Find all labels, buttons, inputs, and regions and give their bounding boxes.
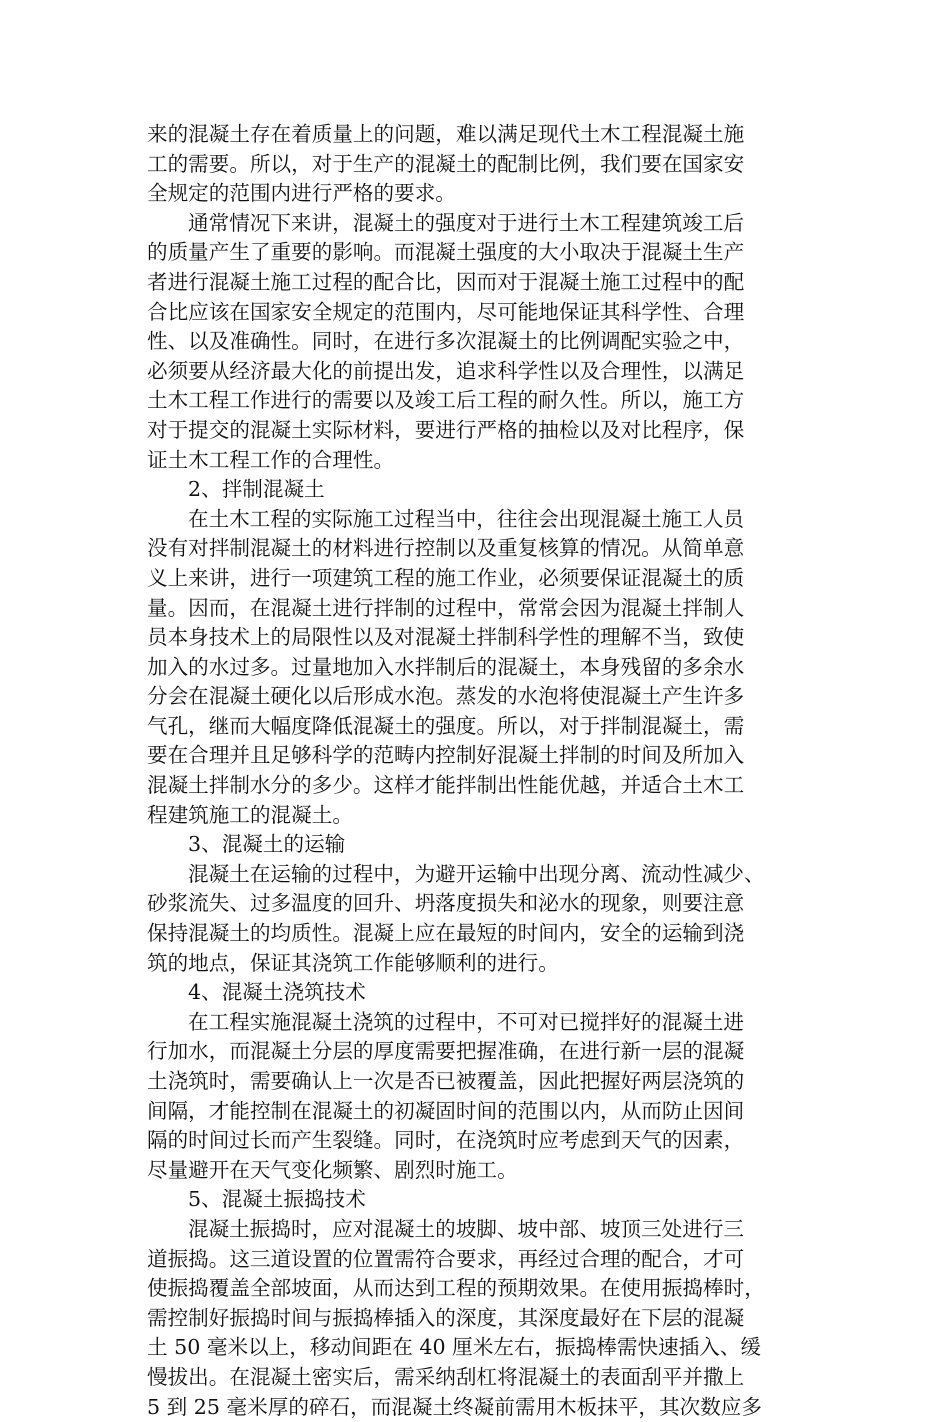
text-line: 5 到 25 毫米厚的碎石，而混凝土终凝前需用木板抹平，其次数应多: [147, 1394, 762, 1419]
text-line: 慢拔出。在混凝土密实后，需采纳刮杠将混凝土的表面刮平并撒上: [147, 1364, 745, 1389]
text-line: 隔的时间过长而产生裂缝。同时，在浇筑时应考虑到天气的因素，: [147, 1128, 745, 1153]
text-line: 混凝土振捣时，应对混凝土的坡脚、坡中部、坡顶三处进行三: [188, 1216, 745, 1241]
text-line: 保持混凝土的均质性。混凝上应在最短的时间内，安全的运输到浇: [147, 921, 745, 946]
text-line: 3、混凝土的运输: [188, 832, 346, 857]
text-line: 筑的地点，保证其浇筑工作能够顺利的进行。: [147, 950, 559, 975]
text-line: 证土木工程工作的合理性。: [147, 447, 395, 472]
document-body: [147, 120, 805, 1422]
text-line: 工的需要。所以，对于生产的混凝土的配制比例，我们要在国家安: [147, 151, 745, 176]
text-line: 间隔，才能控制在混凝土的初凝固时间的范围以内，从而防止因间: [147, 1098, 745, 1123]
text-line: 气孔，继而大幅度降低混凝土的强度。所以，对于拌制混凝土，需: [147, 713, 745, 738]
text-line: 在土木工程的实际施工过程当中，往往会出现混凝土施工人员: [188, 506, 745, 531]
text-line: 混凝土在运输的过程中，为避开运输中出现分离、流动性减少、: [188, 861, 765, 886]
text-line: 必须要从经济最大化的前提出发，追求科学性以及合理性，以满足: [147, 358, 745, 383]
text-line: 砂浆流失、过多温度的回升、坍落度损失和泌水的现象，则要注意: [147, 891, 745, 916]
text-line: 2、拌制混凝土: [188, 477, 325, 502]
text-line: 在工程实施混凝土浇筑的过程中，不可对已搅拌好的混凝土进: [188, 1009, 745, 1034]
text-line: 分会在混凝土硬化以后形成水泡。蒸发的水泡将使混凝土产生许多: [147, 684, 745, 709]
text-line: 程建筑施工的混凝土。: [147, 802, 353, 827]
text-line: 需控制好振捣时间与振捣棒插入的深度，其深度最好在下层的混凝: [147, 1305, 745, 1330]
text-line: 混凝土拌制水分的多少。这样才能拌制出性能优越，并适合土木工: [147, 773, 745, 798]
text-line: 4、混凝土浇筑技术: [188, 980, 366, 1005]
text-line: 全规定的范围内进行严格的要求。: [147, 181, 456, 206]
text-line: 者进行混凝土施工过程的配合比，因而对于混凝土施工过程中的配: [147, 269, 745, 294]
text-line: 5、混凝土振捣技术: [188, 1187, 366, 1212]
text-line: 要在合理并且足够科学的范畴内控制好混凝土拌制的时间及所加入: [147, 743, 745, 768]
text-line: 土木工程工作进行的需要以及竣工后工程的耐久性。所以，施工方: [147, 388, 745, 413]
text-line: 量。因而，在混凝土进行拌制的过程中，常常会因为混凝土拌制人: [147, 595, 745, 620]
text-line: 员本身技术上的局限性以及对混凝土拌制科学性的理解不当，致使: [147, 625, 745, 650]
text-line: 对于提交的混凝土实际材料，要进行严格的抽检以及对比程序，保: [147, 417, 745, 442]
text-line: 道振捣。这三道设置的位置需符合要求，再经过合理的配合，才可: [147, 1246, 745, 1271]
text-line: 使振捣覆盖全部坡面，从而达到工程的预期效果。在使用振捣棒时，: [147, 1276, 765, 1301]
text-line: 来的混凝土存在着质量上的问题，难以满足现代土木工程混凝土施: [147, 122, 745, 146]
text-line: 行加水，而混凝土分层的厚度需要把握准确，在进行新一层的混凝: [147, 1039, 745, 1064]
text-line: 土 50 毫米以上，移动间距在 40 厘米左右，振捣棒需快速插入、缓: [147, 1335, 762, 1360]
text-line: 通常情况下来讲，混凝土的强度对于进行土木工程建筑竣工后: [188, 210, 745, 235]
text-line: 没有对拌制混凝土的材料进行控制以及重复核算的情况。从简单意: [147, 536, 745, 561]
text-line: 土浇筑时，需要确认上一次是否已被覆盖，因此把握好两层浇筑的: [147, 1069, 745, 1093]
text-line: 性、以及准确性。同时，在进行多次混凝土的比例调配实验之中，: [147, 329, 745, 354]
text-line: 加入的水过多。过量地加入水拌制后的混凝土，本身残留的多余水: [147, 654, 745, 679]
text-line: 尽量避开在天气变化频繁、剧烈时施工。: [147, 1157, 518, 1182]
text-line: 的质量产生了重要的影响。而混凝土强度的大小取决于混凝土生产: [147, 240, 745, 265]
text-line: 合比应该在国家安全规定的范围内，尽可能地保证其科学性、合理: [147, 299, 745, 324]
text-line: 义上来讲，进行一项建筑工程的施工作业，必须要保证混凝土的质: [147, 565, 745, 590]
